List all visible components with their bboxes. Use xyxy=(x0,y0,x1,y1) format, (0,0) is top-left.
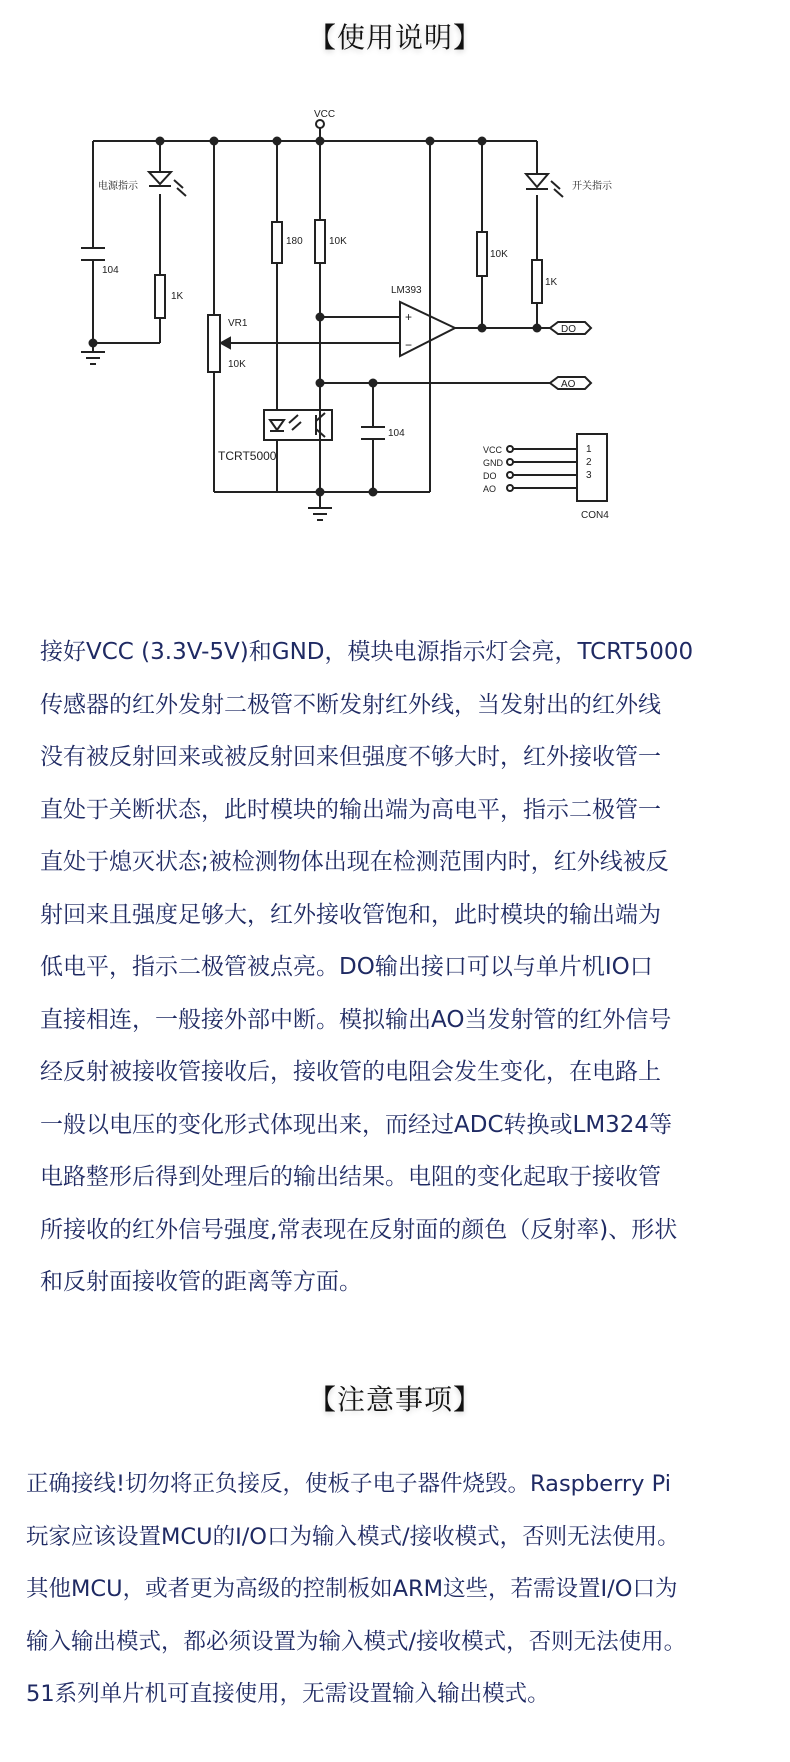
pot-label: VR1 xyxy=(228,318,248,329)
comparator-label: LM393 xyxy=(391,285,422,296)
notes-line: 51系列单片机可直接使用，无需设置输入输出模式。 xyxy=(26,1681,550,1707)
r10k-a-label: 10K xyxy=(329,236,347,247)
usage-line: 电路整形后得到处理后的输出结果。电阻的变化起取于接收管 xyxy=(40,1164,661,1190)
vcc-label: VCC xyxy=(314,109,336,120)
circuit-schematic xyxy=(80,100,720,610)
usage-line: 一般以电压的变化形式体现出来，而经过ADC转换或LM324等 xyxy=(40,1111,673,1138)
usage-line: 和反射面接收管的距离等方面。 xyxy=(40,1269,362,1295)
notes-line: 玩家应该设置MCU的I/O口为输入模式/接收模式，否则无法使用。 xyxy=(26,1523,680,1550)
cap1-label: 104 xyxy=(102,265,119,276)
pin-ao-label: AO xyxy=(483,484,497,494)
comparator-plus: + xyxy=(405,310,413,324)
usage-line: 直接相连，一般接外部中断。模拟输出AO当发射管的红外信号 xyxy=(40,1006,672,1033)
usage-line: 低电平，指示二极管被点亮。DO输出接口可以与单片机IO口 xyxy=(40,954,653,980)
usage-line: 接好VCC (3.3V-5V)和GND，模块电源指示灯会亮，TCRT5000 xyxy=(40,639,694,665)
usage-line: 所接收的红外信号强度,常表现在反射面的颜色（反射率)、形状 xyxy=(40,1216,678,1243)
connector-number-3: 3 xyxy=(586,470,592,481)
usage-line: 射回来且强度足够大，红外接收管饱和，此时模块的输出端为 xyxy=(40,901,661,928)
power-led-label: 电源指示 xyxy=(98,181,138,192)
pot-value-label: 10K xyxy=(228,359,246,370)
comparator-minus: − xyxy=(405,338,413,352)
notes-line: 正确接线!切勿将正负接反，使板子电子器件烧毁。Raspberry Pi xyxy=(26,1471,671,1497)
switch-led-label: 开关指示 xyxy=(572,181,612,192)
sensor-label: TCRT5000 xyxy=(218,449,277,463)
do-label: DO xyxy=(561,324,576,335)
usage-line: 直处于熄灭状态;被检测物体出现在检测范围内时，红外线被反 xyxy=(40,849,669,875)
usage-line: 没有被反射回来或被反射回来但强度不够大时，红外接收管一 xyxy=(40,744,661,770)
usage-section-title: 【使用说明】 xyxy=(307,21,482,54)
r-led1-label: 1K xyxy=(171,291,184,302)
r10k-b-label: 10K xyxy=(490,249,508,260)
cap2-label: 104 xyxy=(388,428,405,439)
usage-description xyxy=(40,626,755,1309)
usage-line: 传感器的红外发射二极管不断发射红外线，当发射出的红外线 xyxy=(40,691,661,718)
notes-line: 输入输出模式，都必须设置为输入模式/接收模式，否则无法使用。 xyxy=(26,1628,687,1655)
notes-line: 其他MCU，或者更为高级的控制板如ARM这些，若需设置I/O口为 xyxy=(26,1576,678,1602)
connector-label: CON4 xyxy=(581,510,609,521)
connector-number-2: 2 xyxy=(586,457,592,468)
connector-number-1: 1 xyxy=(586,444,592,455)
r180-label: 180 xyxy=(286,236,303,247)
pin-vcc-label: VCC xyxy=(483,445,503,455)
usage-line: 直处于关断状态，此时模块的输出端为高电平，指示二极管一 xyxy=(40,796,661,823)
notes-section-title: 【注意事项】 xyxy=(307,1383,482,1416)
pin-do-label: DO xyxy=(483,471,497,481)
pin-gnd-label: GND xyxy=(483,458,503,468)
notes-description xyxy=(26,1458,774,1721)
r-led2-label: 1K xyxy=(545,277,558,288)
ao-label: AO xyxy=(561,379,576,390)
usage-line: 经反射被接收管接收后，接收管的电阻会发生变化，在电路上 xyxy=(40,1059,661,1085)
